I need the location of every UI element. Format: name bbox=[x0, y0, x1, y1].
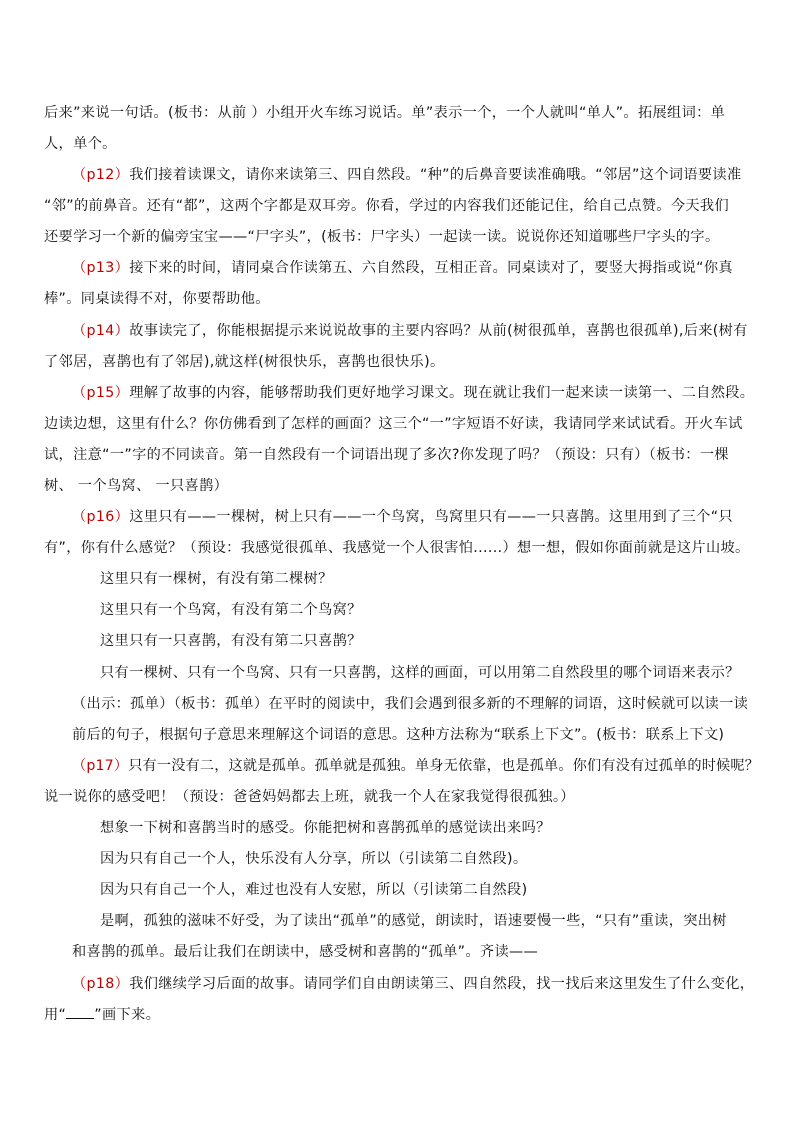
paragraph-p13: （p13）接下来的时间，请同桌合作读第五、六自然段，互相正音。同桌读对了，要竖大拇指或说“你真 bbox=[72, 260, 733, 276]
page-ref-p16: （p16） bbox=[72, 509, 130, 525]
indented-line: 这里只有一个鸟窝，有没有第二个鸟窝？ bbox=[100, 602, 362, 618]
indented-line: 因为只有自己一个人，难过也没有人安慰，所以（引读第二自然段) bbox=[100, 882, 528, 898]
paragraph-line: 有”，你有什么感觉？（预设：我感觉很孤单、我感觉一个人很害怕......）想一想，假如你面前就是这片山坡。 bbox=[44, 540, 750, 556]
paragraph-line: 人，单个。 bbox=[44, 136, 117, 152]
page-ref-p17: （p17） bbox=[72, 758, 129, 774]
paragraph-line: 前后的句子，根据句子意思来理解这个词语的意思。这种方法称为“联系上下文”。(板书：联系上下文) bbox=[72, 727, 725, 743]
indented-line: 想象一下树和喜鹊当时的感受。你能把树和喜鹊孤单的感觉读出来吗？ bbox=[100, 820, 551, 836]
indented-line: 这里只有一棵树，有没有第二棵树？ bbox=[100, 571, 333, 587]
page-ref-p18: （p18） bbox=[72, 976, 130, 992]
page-ref-p15: （p15） bbox=[72, 385, 130, 401]
paragraph-line: 用“ ”画下来。 bbox=[44, 1007, 161, 1023]
page-ref-p13: （p13） bbox=[72, 260, 130, 276]
paragraph-line: 树、 一个鸟窝、 一只喜鹊） bbox=[44, 478, 229, 494]
page-ref-p14: （p14） bbox=[72, 323, 130, 339]
paragraph-p14: （p14）故事读完了，你能根据提示来说说故事的主要内容吗？从前(树很孤单，喜鹊也很孤单),后来(树有 bbox=[72, 323, 748, 339]
paragraph-line: “邻”的前鼻音。还有“都”，这两个字都是双耳旁。你看，学过的内容我们还能记住，给自己点赞。今天我们 bbox=[44, 198, 729, 214]
indented-line: 是啊，孤独的滋味不好受，为了读出“孤单”的感觉，朗读时，语速要慢一些，“只有”重读，突出树 bbox=[100, 913, 727, 929]
paragraph-p16: （p16）这里只有——一棵树，树上只有——一个鸟窝，鸟窝里只有——一只喜鹊。这里用到了三个“只 bbox=[72, 509, 733, 525]
paragraph-p17: （p17）只有一没有二，这就是孤单。孤单就是孤独。单身无依靠，也是孤单。你们有没有过孤单的时候呢？ bbox=[72, 758, 760, 774]
paragraph-p18: （p18）我们继续学习后面的故事。请同学们自由朗读第三、四自然段，找一找后来这里发生了什么变化， bbox=[72, 976, 755, 992]
indented-line: 因为只有自己一个人，快乐没有人分享，所以（引读第二自然段)。 bbox=[100, 851, 528, 867]
paragraph-line: 和喜鹊的孤单。最后让我们在朗读中，感受树和喜鹊的“孤单”。齐读—— bbox=[72, 944, 539, 960]
paragraph-line: 试，注意“一”字的不同读音。第一自然段有一个词语出现了多次?你发现了吗？（预设：只有）（板书：一棵 bbox=[44, 447, 729, 463]
indented-line: 这里只有一只喜鹊，有没有第二只喜鹊？ bbox=[100, 633, 362, 649]
paragraph-line: 了邻居，喜鹊也有了邻居),就这样(树很快乐，喜鹊也很快乐)。 bbox=[44, 354, 445, 370]
paragraph-line: 棒”。同桌读得不对，你要帮助他。 bbox=[44, 291, 270, 307]
paragraph-line: 还要学习一个新的偏旁宝宝——“尸字头”，(板书：尸字头）一起读一读。说说你还知道哪些尸字头的字。 bbox=[44, 229, 720, 245]
paragraph-p15: （p15）理解了故事的内容，能够帮助我们更好地学习课文。现在就让我们一起来读一读第一、二自然段。 bbox=[72, 385, 755, 401]
underline-blank bbox=[66, 1006, 94, 1019]
paragraph-line: （出示：孤单）（板书：孤单）在平时的阅读中，我们会遇到很多新的不理解的词语，这时候就可以读一读 bbox=[72, 696, 749, 712]
indented-line: 只有一棵树、只有一个鸟窝、只有一只喜鹊，这样的画面，可以用第二自然段里的哪个词语来表示？ bbox=[100, 665, 740, 681]
page-ref-p12: （p12） bbox=[72, 167, 130, 183]
paragraph-p12: （p12）我们接着读课文，请你来读第三、四自然段。“种”的后鼻音要读准确哦。“邻居”这个词语要读准 bbox=[72, 167, 742, 183]
paragraph-line: 边读边想，这里有什么？你仿佛看到了怎样的画面？这三个“一”字短语不好读，我请同学来试试看。开火车试 bbox=[44, 416, 743, 432]
paragraph-line: 说一说你的感受吧！（预设：爸爸妈妈都去上班，就我一个人在家我觉得很孤独。） bbox=[44, 789, 575, 805]
paragraph-line: 后来”来说一句话。(板书：从前 ）小组开火车练习说话。单”表示一个，一个人就叫“单人”。拓展组词：单 bbox=[44, 105, 726, 121]
